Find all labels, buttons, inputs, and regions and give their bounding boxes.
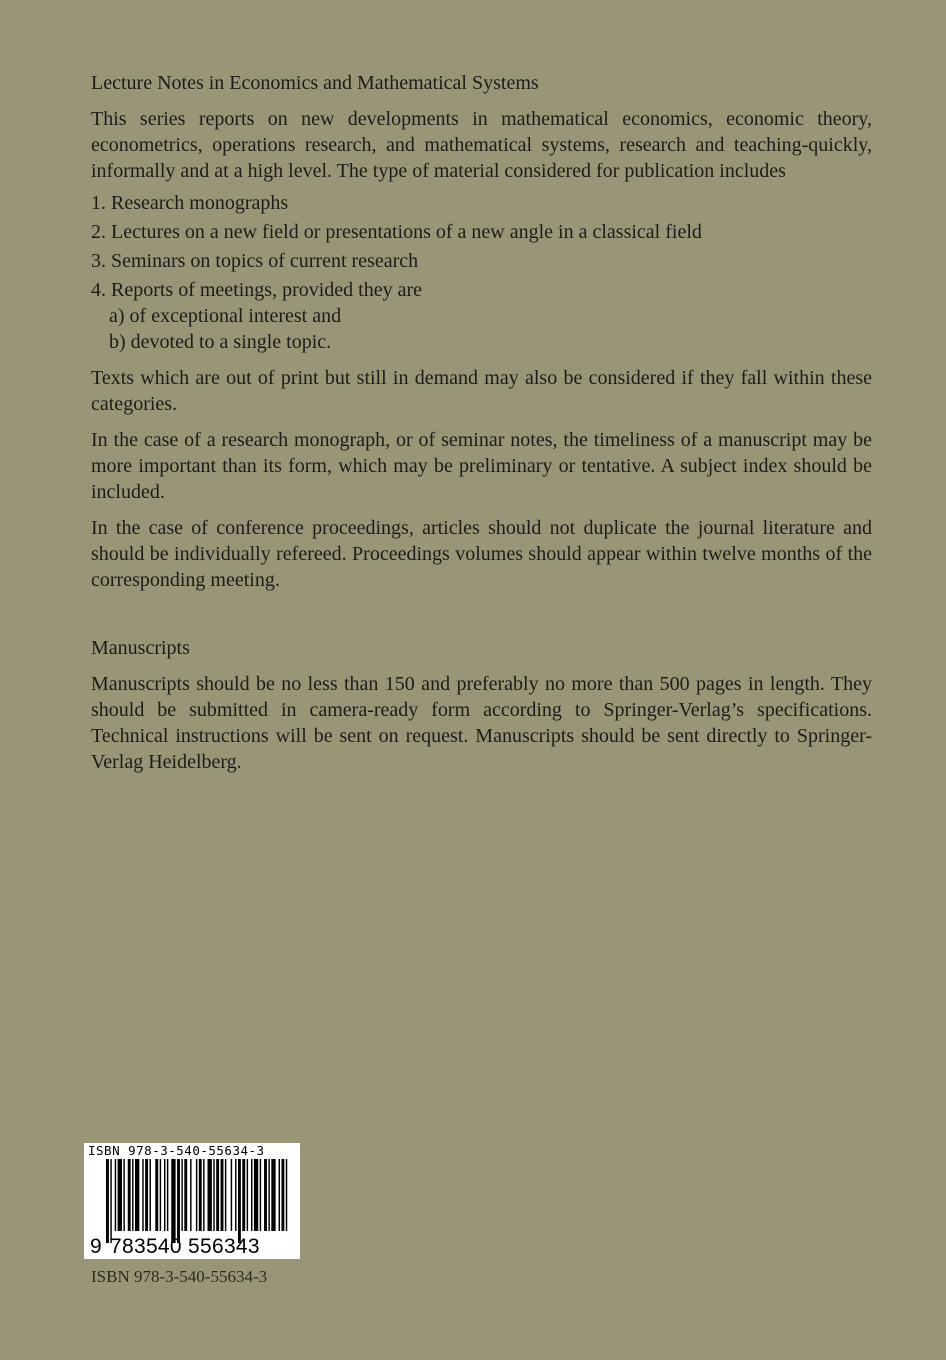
barcode-bar xyxy=(150,1159,151,1231)
barcode-bar xyxy=(235,1159,236,1231)
barcode-bar xyxy=(260,1159,261,1231)
barcode-bar xyxy=(281,1159,284,1231)
barcode-bar xyxy=(216,1159,219,1231)
manuscripts-paragraph: Manuscripts should be no less than 150 and preferably no more than 500 pages in length. They should be submitted in camera-ready form according to Springer-Verlag’s specifications. Technical instructions will be sent on request. Manuscripts should be sent directly to Springer-Verlag Heidelberg. xyxy=(91,673,872,773)
barcode-bars xyxy=(106,1159,290,1243)
barcode-bar xyxy=(128,1159,131,1231)
barcode-bar xyxy=(135,1159,139,1231)
isbn-text: ISBN 978-3-540-55634-3 xyxy=(91,1267,268,1286)
monograph-paragraph: In the case of a research monograph, or of seminar notes, the timeliness of a manuscript may be more important than its form, which may be preliminary or tentative. A subject index should be included. xyxy=(91,429,872,503)
barcode-bar xyxy=(254,1159,258,1231)
barcode-bar xyxy=(238,1159,241,1243)
barcode-bar xyxy=(264,1159,267,1231)
barcode-lead-digit: 9 xyxy=(90,1235,102,1258)
barcode-bar xyxy=(155,1159,158,1231)
barcode-bar xyxy=(208,1159,212,1231)
barcode-bar xyxy=(231,1159,232,1231)
intro-paragraph: This series reports on new developments in mathematical economics, economic theory, econometrics, operations research, and mathematical systems, research and teaching-quickly, informally and at a high level. The type of material considered for publication includes xyxy=(91,108,872,182)
barcode-number: 783540 556343 xyxy=(110,1235,260,1258)
proceedings-paragraph: In the case of conference proceedings, articles should not duplicate the journal literature and should be individually refereed. Proceedings volumes should appear within twelve months of the corresponding meeting. xyxy=(91,517,872,591)
barcode-bar xyxy=(286,1159,287,1231)
barcode-bar xyxy=(199,1159,202,1231)
barcode-bar xyxy=(196,1159,197,1231)
back-cover-text xyxy=(91,70,872,785)
barcode-bar xyxy=(271,1159,275,1231)
subcategory-item: b) devoted to a single topic. xyxy=(109,331,332,353)
barcode-bar xyxy=(171,1159,175,1243)
subcategory-item: a) of exceptional interest and xyxy=(109,305,342,327)
barcode-bar xyxy=(132,1159,133,1231)
barcode-bar xyxy=(221,1159,224,1231)
category-item xyxy=(91,277,872,355)
barcode-bar xyxy=(164,1159,165,1231)
barcode-bar xyxy=(160,1159,161,1231)
manuscripts-heading: Manuscripts xyxy=(91,637,190,659)
category-list xyxy=(91,190,872,355)
category-item: 3. Seminars on topics of current research xyxy=(91,250,419,272)
barcode-bar xyxy=(123,1159,124,1231)
category-item-label: 4. Reports of meetings, provided they are xyxy=(91,279,423,301)
series-title: Lecture Notes in Economics and Mathematical Systems xyxy=(91,72,539,94)
barcode-bar xyxy=(268,1159,269,1231)
barcode-bar xyxy=(142,1159,143,1231)
barcode-bar xyxy=(181,1159,182,1231)
barcode-bar xyxy=(247,1159,248,1231)
barcode-isbn-label: ISBN 978-3-540-55634-3 xyxy=(88,1143,265,1158)
barcode-bar xyxy=(106,1159,109,1243)
barcode-bar xyxy=(167,1159,168,1231)
barcode-bar xyxy=(145,1159,148,1231)
barcode-bar xyxy=(213,1159,214,1231)
barcode-bar xyxy=(118,1159,122,1231)
barcode-bar xyxy=(251,1159,252,1231)
barcode-bar xyxy=(190,1159,191,1231)
barcode-bar xyxy=(115,1159,116,1231)
barcode-bar xyxy=(184,1159,187,1231)
barcode-bar xyxy=(177,1159,180,1243)
barcode-bar xyxy=(242,1159,245,1231)
barcode-bar xyxy=(225,1159,226,1231)
isbn-barcode xyxy=(84,1143,300,1259)
barcode-bar xyxy=(279,1159,280,1231)
out-of-print-paragraph: Texts which are out of print but still in demand may also be considered if they fall within these categories. xyxy=(91,367,872,415)
barcode-bar xyxy=(110,1159,111,1243)
category-item: 2. Lectures on a new field or presentations of a new angle in a classical field xyxy=(91,221,702,243)
category-item: 1. Research monographs xyxy=(91,192,289,214)
barcode-bar xyxy=(203,1159,204,1231)
